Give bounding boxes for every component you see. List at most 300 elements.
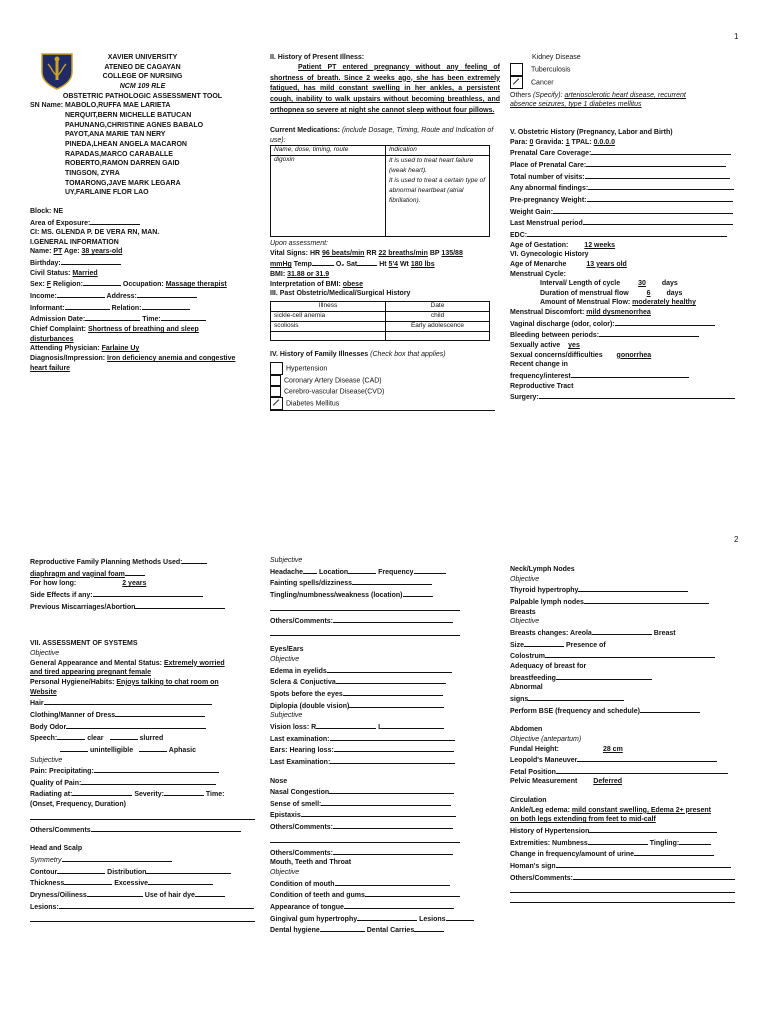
abnormal-findings-label: Any abnormal findings: — [510, 185, 589, 193]
page-number: 1 — [734, 32, 739, 41]
thickness-label: Thickness — [30, 880, 65, 888]
family-checkbox[interactable] — [270, 362, 283, 375]
objective-label: Objective — [270, 869, 300, 877]
bmi-interp-value: obese — [342, 280, 363, 288]
distribution-field[interactable] — [146, 866, 231, 874]
med-name-cell: digoxin — [271, 156, 386, 237]
frequency-label: Frequency — [378, 568, 414, 576]
page-number: 2 — [734, 535, 739, 544]
relation-label: Relation: — [111, 304, 142, 312]
name-value: PT — [53, 248, 63, 256]
tool-title: OBSTETRIC PATHOLOGIC ASSESSMENT TOOL — [62, 92, 223, 100]
bse-field[interactable] — [640, 705, 700, 713]
ears-hearing-field[interactable] — [334, 744, 454, 752]
bp-unit: mmHg — [270, 261, 292, 269]
pain-time-label: Time: — [205, 791, 225, 799]
objective-label: Objective — [510, 618, 540, 626]
recent-change-label-cont: frequency/interest — [510, 373, 571, 381]
general-info-title: I.GENERAL INFORMATION — [30, 238, 119, 246]
para-value: 0 — [529, 138, 534, 146]
lesions-field[interactable] — [59, 901, 254, 909]
past-illness-cell: scoliosis — [271, 322, 386, 332]
side-effects-field[interactable] — [93, 589, 203, 597]
student-name: TOMARONG,JAVE MARK LEGARA — [65, 179, 181, 187]
student-name: PAHUNANG,CHRISTINE AGNES BABALO — [65, 121, 204, 129]
general-appearance-value-cont: and tired appearing pregnant female — [30, 669, 151, 677]
address-label: Address: — [106, 293, 137, 301]
abnormal-label: Abnormal — [510, 684, 543, 692]
past-history-table — [270, 301, 490, 341]
severity-field[interactable] — [164, 788, 204, 796]
head-notes-line[interactable] — [30, 912, 255, 922]
hair-dye-field[interactable] — [195, 889, 225, 897]
area-label: Area of Exposure: — [30, 219, 91, 227]
lesions-2-label: Lesions — [419, 915, 446, 923]
history-htn-label: History of Hypertension — [510, 828, 590, 836]
header-university: XAVIER UNIVERSITY — [107, 54, 178, 61]
headache-label: Headache — [270, 568, 304, 576]
family-item — [510, 76, 742, 89]
duration-unit: days — [666, 289, 683, 297]
family-checkbox-checked[interactable] — [270, 397, 283, 410]
family-item-label: Diabetes Mellitus — [286, 400, 340, 407]
others-comments-field[interactable] — [91, 824, 241, 832]
upon-assessment: Upon assessment: — [270, 240, 328, 248]
nasal-field[interactable] — [329, 786, 454, 794]
family-item-label: Tuberculosis — [531, 66, 571, 73]
tpal-value: 0.0.0.0 — [593, 138, 616, 146]
prepreg-weight-field[interactable] — [587, 194, 733, 202]
gestation-value: 12 weeks — [584, 241, 616, 249]
speech-clear-field[interactable] — [57, 732, 85, 740]
speech-slurred-field[interactable] — [110, 732, 138, 740]
family-item — [510, 63, 742, 76]
religion-field[interactable] — [83, 278, 121, 286]
fp-field[interactable] — [182, 556, 207, 564]
speech-aphasic-field[interactable] — [139, 744, 167, 752]
family-checkbox-checked[interactable] — [510, 76, 523, 89]
subjective-label: Subjective — [270, 712, 303, 720]
age-label: Age: — [64, 248, 80, 256]
dental-carries-label: Dental Carries — [366, 927, 415, 935]
size-field[interactable] — [524, 639, 564, 647]
headache-field[interactable] — [303, 566, 317, 574]
family-item — [270, 386, 500, 397]
hair-label: Hair — [30, 700, 44, 708]
area-field[interactable] — [90, 217, 140, 225]
previous-misc-field[interactable] — [135, 601, 225, 609]
spots-field[interactable] — [343, 688, 443, 696]
vision-l-label: L — [378, 723, 383, 731]
para-label: Para: — [510, 138, 528, 146]
student-name: MABOLO,RUFFA MAE LARIETA — [65, 102, 171, 110]
others-label: Others — [510, 91, 532, 99]
fetal-label: Fetal Position — [510, 768, 556, 776]
med-indication-2: It is used to treat a certain type of abnormal heartbeat (atrial fibrillation). — [389, 177, 486, 205]
lmp-label: Last Menstrual period — [510, 220, 583, 228]
head-scalp-title: Head and Scalp — [30, 845, 83, 853]
edema-eyelids-label: Edema in eyelids — [270, 667, 327, 675]
clinical-instructor: CI: MS. GLENDA P. DE VERA RN, MAN. — [30, 229, 160, 237]
repro-tract-field[interactable] — [539, 391, 735, 399]
fundal-value: 28 cm — [602, 745, 623, 753]
hygiene-value: Enjoys talking to chat room on — [116, 678, 219, 686]
sexually-active-label: Sexually active — [510, 342, 561, 350]
circulation-notes-line-2[interactable] — [510, 893, 735, 903]
tongue-label: Appearance of tongue — [270, 904, 344, 912]
wt-value: 180 lbs — [410, 261, 435, 269]
family-title: IV. History of Family Illnesses — [270, 351, 369, 358]
diplopia-field[interactable] — [349, 700, 444, 708]
others-value: arteriosclerotic heart disease, recurrent — [564, 91, 686, 99]
lmp-field[interactable] — [583, 217, 733, 225]
others-comments-label: Others/Comments: — [270, 617, 334, 625]
family-item — [270, 375, 500, 386]
meds-header-name: Name, dose, timing, route — [271, 146, 386, 156]
discomfort-label: Menstrual Discomfort: — [510, 309, 585, 317]
leopold-label: Leopold's Maneuver — [510, 757, 578, 765]
student-name: PINEDA,LHEAN ANGELA MACARON — [65, 140, 187, 148]
hpi-title: II. History of Present Illness: — [270, 54, 365, 61]
menarche-value: 13 years old — [586, 260, 627, 268]
admission-date-field[interactable] — [85, 313, 140, 321]
adequacy-label-cont: breastfeeding — [510, 674, 556, 682]
civil-status-value: Married — [72, 269, 98, 277]
gravida-value: 1 — [565, 138, 570, 146]
pain-notes-line[interactable] — [30, 810, 255, 820]
name-label: Name: — [30, 248, 52, 256]
family-item-label: Coronary Artery Disease (CAD) — [284, 377, 382, 384]
diagnosis-value: Iron deficiency anemia and congestive — [107, 355, 236, 363]
cond-mouth-label: Condition of mouth — [270, 880, 335, 888]
family-checkbox[interactable] — [270, 375, 281, 386]
bmi-interp-label: Interpretation of BMI: — [270, 280, 341, 288]
medications-table — [270, 145, 490, 237]
radiating-field[interactable] — [72, 788, 132, 796]
weight-gain-field[interactable] — [553, 206, 733, 214]
vaginal-discharge-label: Vaginal discharge (odor, color): — [510, 320, 615, 328]
prenatal-coverage-field[interactable] — [591, 147, 731, 155]
cond-mouth-field[interactable] — [335, 878, 450, 886]
repro-tract-label-cont: Surgery: — [510, 394, 539, 402]
student-name: PAYOT,ANA MARIE TAN NERY — [65, 131, 166, 139]
meds-title: Current Medications: — [270, 126, 341, 134]
family-checkbox[interactable] — [270, 386, 281, 397]
prepreg-weight-label: Pre-pregnancy Weight: — [510, 196, 587, 204]
temp-field[interactable] — [312, 258, 334, 266]
circulation-notes-line-1[interactable] — [510, 883, 735, 893]
past-date-cell: Early adolescence — [386, 322, 490, 332]
dental-hygiene-field[interactable] — [320, 924, 365, 932]
med-indication-1: It is used to treat heart failure (weak heart). — [389, 157, 474, 175]
family-item — [270, 397, 495, 411]
sn-label: SN Name: — [30, 102, 64, 110]
tingling-2-field[interactable] — [679, 837, 711, 845]
circulation-comments-field[interactable] — [573, 872, 735, 880]
family-item — [510, 53, 742, 63]
table-row — [271, 322, 490, 332]
hair-field[interactable] — [44, 697, 212, 705]
radiating-label: Radiating at: — [30, 791, 73, 799]
colostrum-field[interactable] — [545, 650, 715, 658]
side-effects-label: Side Effects if any: — [30, 591, 93, 599]
previous-misc-label: Previous Miscarriages/Abortion — [30, 603, 136, 611]
discomfort-value: mild dysmenorrhea — [586, 309, 651, 317]
subjective-label: Subjective — [30, 756, 63, 764]
vaginal-discharge-field[interactable] — [615, 318, 715, 326]
nose-title: Nose — [270, 777, 288, 785]
neck-title: Neck/Lymph Nodes — [510, 566, 575, 573]
size-label: Size — [510, 641, 525, 649]
amount-label: Amount of Menstrual Flow: — [540, 299, 631, 307]
edc-field[interactable] — [527, 229, 727, 237]
tingling-label: Tingling/numbness/weakness (location) — [270, 591, 403, 599]
physician-value: Farlaine Uy — [101, 345, 140, 353]
excessive-label: Excessive — [114, 880, 149, 888]
sexual-concerns-value: gonorrhea — [616, 351, 652, 359]
student-name: TINGSON, ZYRA — [65, 169, 120, 177]
change-urine-label: Change in frequency/amount of urine — [510, 851, 635, 859]
subjective-notes-line[interactable] — [270, 601, 460, 611]
religion-label: Religion: — [52, 281, 83, 289]
change-urine-field[interactable] — [634, 848, 714, 856]
adequacy-field[interactable] — [556, 672, 652, 680]
speech-unintelligible: unintelligible — [89, 746, 134, 754]
breast-changes-label: Breasts changes: Areola — [510, 629, 592, 637]
comments-line[interactable] — [270, 626, 460, 636]
ears-hearing-label: Ears: Hearing loss: — [270, 747, 334, 755]
past-date-cell: child — [386, 312, 490, 322]
contour-field[interactable] — [57, 866, 105, 874]
interval-value: 30 — [638, 280, 646, 288]
how-long-label: For how long: — [30, 580, 77, 588]
extremities-label: Extremities: Numbness — [510, 839, 588, 847]
total-visits-field[interactable] — [585, 171, 730, 179]
meds-header-indication: Indication — [386, 146, 490, 156]
ankle-label: Ankle/Leg edema: — [510, 806, 570, 814]
bp-value: 135/88 — [441, 249, 463, 257]
epistaxis-field[interactable] — [301, 809, 456, 817]
how-long-value: 2 years — [122, 580, 147, 588]
spots-label: Spots before the eyes — [270, 690, 343, 698]
speech-unintelligible-field[interactable] — [60, 744, 88, 752]
rr-value: 22 breaths/min — [378, 249, 428, 257]
hpi-text: Patient PT entered pregnancy without any feeling of shortness of breath. Since 2 weeks ago, she has been extremely fatigued, has mild constant swelling in her ankles, a persistent cough, inability to walk upstairs without becoming breathless, and orthopnea so severe at night she cannot sleep without four pillows. — [270, 63, 500, 115]
temp-label: Temp — [293, 261, 312, 269]
vitals-label: Vital Signs: — [270, 249, 308, 257]
prenatal-coverage-label: Prenatal Care Coverage: — [510, 150, 592, 158]
speech-label: Speech: — [30, 735, 58, 743]
subjective-label: Subjective — [270, 557, 303, 564]
income-label: Income: — [30, 293, 57, 301]
place-prenatal-field[interactable] — [586, 159, 726, 167]
lesions-2-field[interactable] — [446, 913, 474, 921]
quality-pain-label: Quality of Pain: — [30, 779, 82, 787]
vision-l-field[interactable] — [382, 721, 444, 729]
family-checkbox[interactable] — [510, 63, 523, 76]
last-exam-2-label: Last Examination: — [270, 758, 331, 766]
tingling-field[interactable] — [403, 589, 433, 597]
clothing-field[interactable] — [115, 709, 205, 717]
body-odor-field[interactable] — [66, 721, 206, 729]
header-school: ATENEO DE CAGAYAN — [104, 63, 181, 71]
pelvic-value: Deferred — [593, 778, 623, 786]
thyroid-label: Thyroid hypertrophy — [510, 587, 579, 595]
symmetry-field[interactable] — [62, 854, 172, 862]
family-item-label: Cancer — [531, 79, 554, 86]
bp-label: BP — [429, 249, 440, 257]
breast-label: Breast — [653, 629, 676, 637]
address-field[interactable] — [137, 290, 197, 298]
homans-label: Homan's sign — [510, 863, 556, 871]
others-comments-field[interactable] — [333, 615, 453, 623]
objective-label: Objective — [510, 575, 540, 583]
fp-label: Reproductive Family Planning Methods Used: — [30, 559, 183, 566]
breasts-title: Breasts — [510, 608, 536, 616]
family-item-label: Hypertension — [286, 365, 328, 372]
mouth-title: Mouth, Teeth and Throat — [270, 859, 352, 867]
history-htn-field[interactable] — [589, 825, 717, 833]
bleeding-field[interactable] — [599, 329, 699, 337]
objective-label: Objective — [30, 649, 60, 657]
pain-precip-field[interactable] — [94, 765, 219, 773]
bleeding-label: Bleeding between periods: — [510, 332, 600, 340]
thickness-field[interactable] — [64, 877, 112, 885]
hair-dye-label: Use of hair dye — [144, 892, 195, 900]
general-appearance-value: Extremely worried — [163, 659, 225, 667]
gingival-field[interactable] — [357, 913, 417, 921]
gravida-label: Gravida: — [535, 138, 564, 146]
occupation-value: Massage therapist — [165, 281, 227, 289]
mouth-comments-field[interactable] — [333, 847, 453, 855]
relation-field[interactable] — [142, 302, 190, 310]
location-field[interactable] — [348, 566, 376, 574]
severity-label: Severity: — [134, 791, 164, 799]
past-history-title: III. Past Obstetric/Medical/Surgical History — [270, 290, 411, 298]
recent-change-label: Recent change in — [510, 361, 568, 369]
age-value: 38 years-old — [81, 248, 123, 256]
past-header-illness: Illness — [271, 302, 386, 312]
others-comments-label: Others/Comments: — [510, 874, 574, 882]
last-exam-2-field[interactable] — [330, 756, 455, 764]
thyroid-field[interactable] — [578, 584, 688, 592]
homans-field[interactable] — [556, 860, 731, 868]
wt-label: Wt — [399, 261, 409, 269]
sclera-field[interactable] — [336, 676, 446, 684]
epistaxis-label: Epistaxis — [270, 812, 301, 820]
vision-r-field[interactable] — [316, 721, 376, 729]
ht-label: Ht — [379, 261, 387, 269]
civil-status-label: Civil Status: — [30, 269, 71, 277]
menstrual-cycle-title: Menstrual Cycle: — [510, 270, 567, 278]
vision-loss-label: Vision loss: R — [270, 723, 317, 731]
abnormal-findings-field[interactable] — [588, 182, 734, 190]
nose-comments-field[interactable] — [333, 821, 453, 829]
dryness-field[interactable] — [87, 889, 143, 897]
fp-value: diaphragm and vaginal foam — [30, 570, 125, 578]
admission-date-label: Admission Date: — [30, 316, 86, 324]
meds-note: (include Dosage, Timing, Route and Indication of use): — [270, 126, 494, 144]
contour-label: Contour — [30, 868, 58, 876]
bmi-value: 31.88 or 31.9 — [287, 271, 330, 279]
ht-value: 5'4 — [388, 261, 398, 269]
sexual-concerns-label: Sexual concerns/difficulties — [510, 351, 603, 359]
onset-label: (Onset, Frequency, Duration) — [30, 801, 126, 809]
numbness-field[interactable] — [588, 837, 648, 845]
speech-clear: clear — [87, 735, 104, 743]
lymph-field[interactable] — [584, 596, 709, 604]
tingling-2-label: Tingling: — [649, 839, 680, 847]
sexually-active-value: yes — [568, 342, 580, 350]
objective-label: Objective — [270, 655, 300, 663]
time-field[interactable] — [161, 313, 206, 321]
o2-label: O₂ Sat — [335, 261, 358, 269]
sex-label: Sex: — [30, 281, 45, 289]
last-exam-field[interactable] — [330, 733, 455, 741]
hr-label: HR — [309, 249, 321, 257]
chief-complaint-label: Chief Complaint: — [30, 326, 86, 334]
areola-field[interactable] — [592, 627, 652, 635]
student-name: NERQUIT,BERN MICHELLE BATUCAN — [65, 111, 192, 119]
nose-notes-line[interactable] — [270, 833, 460, 843]
family-item — [270, 362, 500, 375]
amount-value: moderately healthy — [632, 299, 696, 307]
past-header-date: Date — [386, 302, 490, 312]
symmetry-label: Symmetry — [30, 857, 62, 865]
income-field[interactable] — [57, 290, 105, 298]
informant-field[interactable] — [65, 302, 110, 310]
recent-change-field[interactable] — [571, 370, 689, 378]
dental-carries-field[interactable] — [414, 924, 444, 932]
duration-label: Duration of menstrual flow — [540, 289, 629, 297]
edema-eyelids-field[interactable] — [327, 665, 452, 673]
o2-field[interactable] — [357, 258, 377, 266]
ob-history-title: V. Obstetric History (Pregnancy, Labor and Birth) — [510, 128, 673, 136]
fetal-field[interactable] — [556, 766, 728, 774]
last-exam-label: Last examination: — [270, 735, 330, 743]
speech-aphasic: Aphasic — [168, 746, 196, 754]
lesions-label: Lesions: — [30, 903, 59, 911]
tpal-label: TPAL: — [571, 138, 592, 146]
abdomen-title: Abdomen — [510, 726, 543, 734]
tongue-field[interactable] — [344, 901, 454, 909]
total-visits-label: Total number of visits: — [510, 173, 585, 181]
leopold-field[interactable] — [577, 754, 717, 762]
ankle-value: mild constant swelling, Edema 2+ present — [571, 806, 711, 814]
family-item-label: Cerebro-vascular Disease(CVD) — [284, 388, 385, 395]
quality-pain-field[interactable] — [81, 777, 216, 785]
header-course: NCM 109 RLE — [119, 82, 166, 90]
presence-label: Presence of — [565, 641, 606, 649]
family-note: (Check box that applies) — [370, 351, 446, 358]
smell-field[interactable] — [321, 798, 451, 806]
block: Block: NE — [30, 207, 64, 215]
fundal-label: Fundal Height: — [510, 745, 559, 753]
frequency-field[interactable] — [414, 566, 446, 574]
birthday-field[interactable] — [61, 257, 121, 265]
occupation-label: Occupation: — [122, 281, 164, 289]
time-label: Time: — [142, 316, 161, 324]
excessive-field[interactable] — [148, 877, 213, 885]
fainting-field[interactable] — [352, 577, 432, 585]
diagnosis-value-cont: heart failure — [30, 364, 71, 372]
smell-label: Sense of smell: — [270, 800, 322, 808]
student-row-0 — [30, 101, 255, 111]
cond-teeth-field[interactable] — [365, 889, 460, 897]
colostrum-label: Colostrum — [510, 653, 545, 661]
sclera-label: Sclera & Conjuctiva — [270, 679, 336, 687]
abnormal-field[interactable] — [528, 693, 624, 701]
